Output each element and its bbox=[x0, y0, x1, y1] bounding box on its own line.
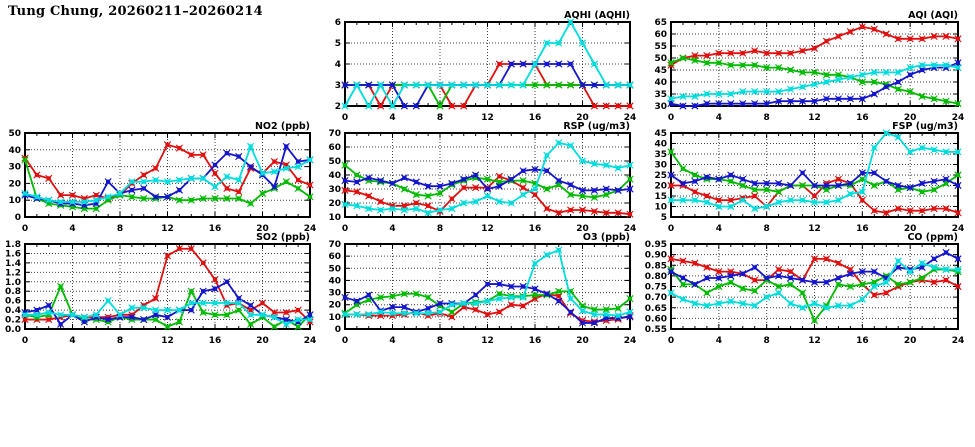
svg-text:30: 30 bbox=[654, 102, 667, 112]
svg-text:70: 70 bbox=[328, 129, 341, 139]
svg-text:0: 0 bbox=[667, 113, 675, 123]
svg-text:8: 8 bbox=[116, 224, 124, 234]
svg-text:20: 20 bbox=[328, 199, 341, 209]
svg-text:24: 24 bbox=[303, 336, 317, 346]
svg-text:8: 8 bbox=[763, 336, 770, 346]
svg-text:50: 50 bbox=[8, 129, 21, 139]
svg-text:24: 24 bbox=[951, 336, 965, 346]
svg-text:30: 30 bbox=[8, 162, 21, 173]
svg-text:8: 8 bbox=[436, 113, 444, 123]
svg-text:8: 8 bbox=[763, 224, 770, 234]
svg-text:0.8: 0.8 bbox=[5, 287, 21, 298]
svg-text:0.65: 0.65 bbox=[644, 303, 667, 314]
fsp-plot bbox=[641, 121, 970, 239]
svg-text:40: 40 bbox=[328, 276, 341, 287]
svg-text:12: 12 bbox=[808, 224, 821, 234]
svg-text:70: 70 bbox=[328, 240, 341, 250]
chart-aqhi bbox=[315, 10, 642, 128]
svg-text:8: 8 bbox=[116, 336, 124, 346]
svg-text:16: 16 bbox=[208, 224, 222, 234]
svg-text:4: 4 bbox=[389, 224, 396, 234]
svg-text:0.95: 0.95 bbox=[644, 240, 667, 250]
svg-text:0: 0 bbox=[341, 336, 349, 346]
chart-title-no2: NO2 (ppb) bbox=[254, 121, 310, 132]
chart-title-o3: O3 (ppb) bbox=[582, 232, 630, 243]
svg-text:20: 20 bbox=[576, 224, 589, 234]
svg-text:60: 60 bbox=[328, 252, 341, 263]
svg-text:16: 16 bbox=[528, 113, 542, 123]
page-title: Tung Chung, 20260211–20260214 bbox=[8, 4, 263, 19]
chart-rsp bbox=[315, 121, 642, 239]
chart-title-aqhi: AQHI (AQHI) bbox=[564, 10, 630, 21]
co-plot bbox=[641, 232, 970, 351]
svg-text:12: 12 bbox=[808, 336, 821, 346]
svg-text:16: 16 bbox=[528, 336, 542, 346]
svg-text:20: 20 bbox=[576, 113, 589, 123]
svg-text:40: 40 bbox=[654, 139, 667, 150]
chart-aqi bbox=[641, 10, 970, 128]
svg-text:4: 4 bbox=[715, 336, 722, 346]
svg-text:12: 12 bbox=[481, 336, 494, 346]
svg-text:20: 20 bbox=[654, 181, 667, 192]
chart-title-fsp: FSP (ug/m3) bbox=[892, 121, 958, 132]
svg-text:0.0: 0.0 bbox=[5, 325, 21, 335]
svg-text:1.6: 1.6 bbox=[5, 249, 21, 260]
aqhi-plot bbox=[315, 10, 642, 128]
svg-text:35: 35 bbox=[654, 150, 667, 160]
svg-text:0: 0 bbox=[667, 224, 675, 234]
svg-text:0: 0 bbox=[341, 224, 349, 234]
svg-text:20: 20 bbox=[903, 336, 917, 346]
svg-text:0.75: 0.75 bbox=[644, 282, 667, 293]
svg-text:24: 24 bbox=[623, 113, 637, 123]
svg-text:5: 5 bbox=[660, 213, 667, 223]
svg-text:12: 12 bbox=[808, 113, 821, 123]
svg-text:20: 20 bbox=[903, 113, 917, 123]
chart-fsp bbox=[641, 121, 970, 239]
svg-text:20: 20 bbox=[8, 179, 21, 190]
svg-text:65: 65 bbox=[654, 18, 667, 28]
svg-text:20: 20 bbox=[256, 336, 269, 346]
svg-text:0: 0 bbox=[334, 325, 341, 335]
svg-text:0.85: 0.85 bbox=[644, 261, 667, 272]
svg-text:3: 3 bbox=[334, 81, 341, 91]
svg-text:8: 8 bbox=[763, 113, 770, 123]
svg-text:16: 16 bbox=[528, 224, 542, 234]
chart-title-so2: SO2 (ppb) bbox=[256, 232, 310, 243]
svg-text:24: 24 bbox=[623, 336, 637, 346]
svg-text:10: 10 bbox=[328, 312, 341, 323]
svg-text:20: 20 bbox=[256, 224, 269, 234]
svg-text:8: 8 bbox=[436, 224, 444, 234]
svg-text:0.70: 0.70 bbox=[644, 293, 667, 304]
svg-text:55: 55 bbox=[654, 42, 667, 52]
svg-text:1.4: 1.4 bbox=[5, 258, 21, 269]
svg-text:5: 5 bbox=[334, 39, 341, 49]
svg-text:0.6: 0.6 bbox=[5, 296, 21, 307]
svg-text:16: 16 bbox=[856, 224, 869, 234]
svg-text:35: 35 bbox=[654, 90, 667, 100]
svg-text:50: 50 bbox=[328, 264, 341, 275]
chart-title-rsp: RSP (ug/m3) bbox=[563, 121, 630, 132]
svg-text:60: 60 bbox=[654, 30, 667, 40]
svg-text:20: 20 bbox=[576, 336, 589, 346]
svg-text:4: 4 bbox=[389, 113, 396, 123]
chart-no2 bbox=[0, 121, 322, 239]
svg-text:4: 4 bbox=[69, 224, 76, 234]
svg-text:0.60: 0.60 bbox=[644, 314, 667, 325]
svg-text:12: 12 bbox=[161, 224, 174, 234]
svg-text:45: 45 bbox=[654, 66, 667, 76]
svg-text:1.8: 1.8 bbox=[5, 240, 21, 250]
svg-text:1.2: 1.2 bbox=[5, 268, 21, 279]
svg-text:0.55: 0.55 bbox=[644, 325, 667, 335]
chart-co bbox=[641, 232, 970, 351]
aqi-plot bbox=[641, 10, 970, 128]
svg-text:30: 30 bbox=[328, 288, 341, 299]
svg-text:8: 8 bbox=[436, 336, 444, 346]
no2-plot bbox=[0, 121, 322, 239]
svg-text:12: 12 bbox=[481, 224, 494, 234]
svg-text:40: 40 bbox=[8, 145, 21, 156]
svg-text:4: 4 bbox=[69, 336, 76, 346]
svg-text:20: 20 bbox=[903, 224, 917, 234]
chart-so2 bbox=[0, 232, 322, 351]
svg-text:20: 20 bbox=[328, 300, 341, 311]
rsp-plot bbox=[315, 121, 642, 239]
svg-text:25: 25 bbox=[654, 171, 667, 181]
svg-text:16: 16 bbox=[208, 336, 222, 346]
svg-text:40: 40 bbox=[328, 171, 341, 181]
svg-text:4: 4 bbox=[715, 224, 722, 234]
svg-text:30: 30 bbox=[328, 185, 341, 195]
svg-text:12: 12 bbox=[161, 336, 174, 346]
svg-text:15: 15 bbox=[654, 192, 667, 202]
o3-plot bbox=[315, 232, 642, 351]
svg-text:0.80: 0.80 bbox=[644, 271, 667, 282]
svg-text:24: 24 bbox=[623, 224, 637, 234]
svg-text:10: 10 bbox=[654, 202, 667, 213]
svg-text:0: 0 bbox=[341, 113, 349, 123]
svg-text:4: 4 bbox=[389, 336, 396, 346]
svg-text:0: 0 bbox=[14, 213, 21, 223]
svg-text:4: 4 bbox=[715, 113, 722, 123]
svg-text:24: 24 bbox=[951, 224, 965, 234]
svg-text:50: 50 bbox=[654, 54, 667, 64]
svg-text:1.0: 1.0 bbox=[5, 277, 21, 288]
svg-text:10: 10 bbox=[328, 213, 341, 223]
svg-text:60: 60 bbox=[328, 143, 341, 153]
svg-text:4: 4 bbox=[334, 60, 341, 70]
svg-text:0: 0 bbox=[667, 336, 675, 346]
svg-text:0: 0 bbox=[21, 336, 29, 346]
svg-text:0.2: 0.2 bbox=[5, 315, 21, 326]
chart-title-aqi: AQI (AQI) bbox=[908, 10, 958, 21]
svg-text:0.90: 0.90 bbox=[644, 250, 667, 261]
svg-text:30: 30 bbox=[654, 160, 667, 171]
svg-text:16: 16 bbox=[856, 113, 869, 123]
svg-text:24: 24 bbox=[303, 224, 317, 234]
svg-text:50: 50 bbox=[328, 157, 341, 167]
svg-text:10: 10 bbox=[8, 196, 21, 207]
chart-title-co: CO (ppm) bbox=[907, 232, 958, 243]
svg-text:40: 40 bbox=[654, 78, 667, 88]
svg-text:16: 16 bbox=[856, 336, 869, 346]
svg-text:0: 0 bbox=[21, 224, 29, 234]
chart-o3 bbox=[315, 232, 642, 351]
svg-text:2: 2 bbox=[334, 102, 341, 112]
svg-text:12: 12 bbox=[481, 113, 494, 123]
so2-plot bbox=[0, 232, 322, 351]
svg-text:0.4: 0.4 bbox=[5, 306, 21, 317]
svg-text:24: 24 bbox=[951, 113, 965, 123]
svg-text:45: 45 bbox=[654, 129, 667, 139]
svg-text:6: 6 bbox=[334, 18, 341, 28]
